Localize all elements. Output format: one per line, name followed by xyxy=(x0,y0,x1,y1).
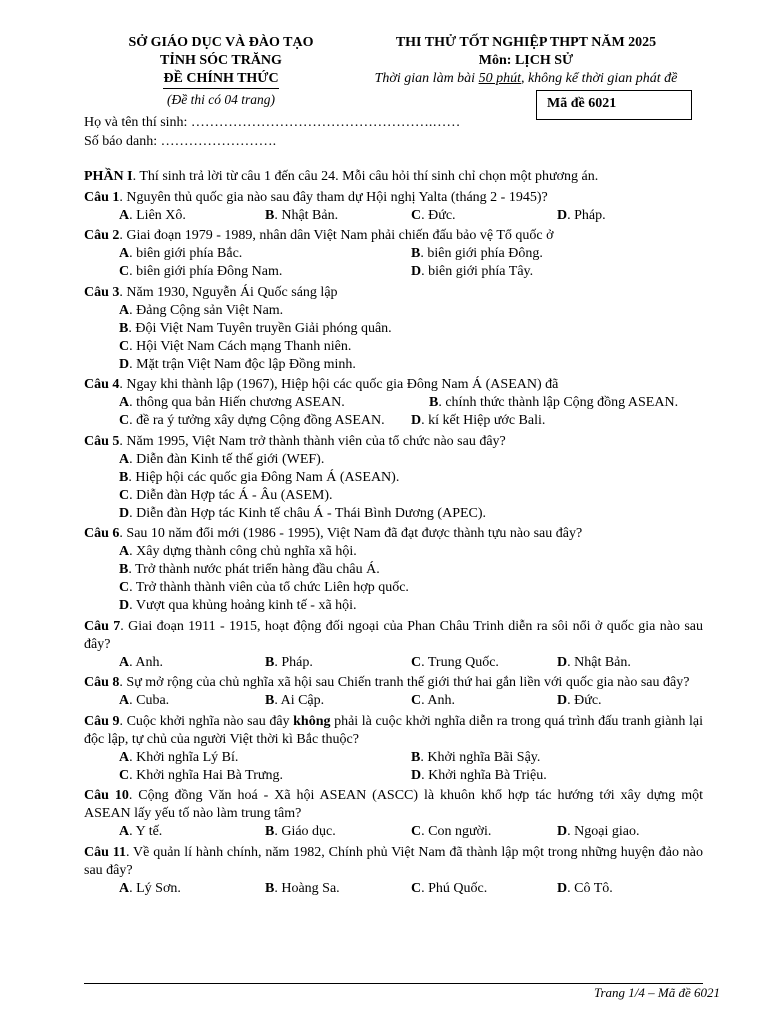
answer-option: D. Nhật Bản. xyxy=(557,654,631,670)
answer-option: B. Hiệp hội các quốc gia Đông Nam Á (ASEAN). xyxy=(119,469,400,485)
subject-label: Môn: LỊCH SỬ xyxy=(478,53,574,68)
answer-option: B. Giáo dục. xyxy=(265,824,336,839)
question-stem: Câu 5. Năm 1995, Việt Nam trở thành thành viên của tổ chức nào sau đây? xyxy=(84,433,506,449)
header-right xyxy=(350,34,702,88)
answer-options xyxy=(84,767,703,785)
answer-option: B. Khởi nghĩa Bãi Sậy. xyxy=(411,749,541,765)
answer-options xyxy=(84,394,703,412)
question-stem: Câu 1. Nguyên thủ quốc gia nào sau đây tham dự Hội nghị Yalta (tháng 2 - 1945)? xyxy=(84,189,548,205)
answer-options xyxy=(84,245,703,263)
answer-option: C. Trở thành thành viên của tổ chức Liên hợp quốc. xyxy=(119,580,409,595)
answer-option: B. biên giới phía Đông. xyxy=(411,246,543,261)
answer-options xyxy=(84,412,703,430)
answer-option: A. Xây dựng thành công chủ nghĩa xã hội. xyxy=(119,544,357,559)
question-stem: Câu 2. Giai đoạn 1979 - 1989, nhân dân Việt Nam phải chiến đấu bảo vệ Tổ quốc ở xyxy=(84,228,554,243)
answer-option: B. Ai Cập. xyxy=(265,693,325,708)
answer-options xyxy=(84,654,703,672)
page-count-note: (Đề thi có 04 trang) xyxy=(167,92,275,107)
question-stem: Câu 7. Giai đoạn 1911 - 1915, hoạt động đối ngoại của Phan Châu Trinh diễn ra sôi nổi ở quốc gia nào sau đây? xyxy=(84,618,703,652)
answer-option: B. Nhật Bản. xyxy=(265,207,339,223)
answer-option: D. Mặt trận Việt Nam độc lập Đồng minh. xyxy=(119,356,356,372)
answer-option: A. Lý Sơn. xyxy=(119,880,181,896)
answer-option: B. Pháp. xyxy=(265,654,313,670)
page-footer: Trang 1/4 – Mã đề 6021 xyxy=(593,985,720,1000)
answer-option: A. biên giới phía Bắc. xyxy=(119,246,243,261)
header-left xyxy=(98,34,344,109)
answer-option: A. Cuba. xyxy=(119,693,170,708)
exam-title: THI THỬ TỐT NGHIỆP THPT NĂM 2025 xyxy=(395,35,657,50)
answer-options xyxy=(84,880,703,898)
question-stem: Câu 10. Cộng đồng Văn hoá - Xã hội ASEAN (ASCC) là khuôn khổ hợp tác hướng tới xây dựng một ASEAN lấy yếu tố nào làm trung tâm? xyxy=(84,788,703,821)
answer-option: C. Khởi nghĩa Hai Bà Trưng. xyxy=(119,767,283,783)
answer-option: D. Khởi nghĩa Bà Triệu. xyxy=(411,767,547,783)
answer-options xyxy=(84,692,703,710)
answer-option: C. Con người. xyxy=(411,824,492,839)
candidate-number-line: Số báo danh: ……………………. xyxy=(84,134,277,149)
candidate-name-line: Họ và tên thí sinh: …………………………………………….…… xyxy=(84,115,461,130)
answer-option: C. đề ra ý tưởng xây dựng Cộng đồng ASEAN. xyxy=(119,413,385,428)
answer-option: B. Trở thành nước phát triển hàng đầu châu Á. xyxy=(119,562,380,577)
answer-option: A. Diễn đàn Kinh tế thế giới (WEF). xyxy=(119,451,325,467)
official-label: ĐỀ CHÍNH THỨC xyxy=(163,70,278,89)
question-stem: Câu 6. Sau 10 năm đổi mới (1986 - 1995), Việt Nam đã đạt được thành tựu nào sau đây? xyxy=(84,526,583,541)
answer-options xyxy=(84,207,703,225)
answer-option: D. kí kết Hiệp ước Bali. xyxy=(411,413,546,428)
question-stem: Câu 8. Sự mở rộng của chủ nghĩa xã hội sau Chiến tranh thế giới thứ hai gắn liền với quốc gia nào sau đây? xyxy=(84,675,690,690)
exam-code-box: Mã đề 6021 xyxy=(536,90,692,120)
answer-option: D. Vượt qua khủng hoảng kinh tế - xã hội. xyxy=(119,598,357,613)
question-stem: Câu 4. Ngay khi thành lập (1967), Hiệp hội các quốc gia Đông Nam Á (ASEAN) đã xyxy=(84,377,559,392)
answer-option: D. Ngoại giao. xyxy=(557,824,640,839)
answer-option: C. biên giới phía Đông Nam. xyxy=(119,264,283,279)
answer-option: D. Đức. xyxy=(557,693,602,708)
answer-options xyxy=(84,263,703,281)
answer-option: A. Khởi nghĩa Lý Bí. xyxy=(119,749,239,765)
answer-option: B. chính thức thành lập Cộng đồng ASEAN. xyxy=(429,395,679,410)
province-name: TỈNH SÓC TRĂNG xyxy=(160,53,282,68)
answer-option: C. Anh. xyxy=(411,693,455,708)
question-stem: Câu 11. Về quản lí hành chính, năm 1982, Chính phủ Việt Nam đã thành lập một trong những huyện đảo nào sau đây? xyxy=(84,844,704,878)
department-name: SỞ GIÁO DỤC VÀ ĐÀO TẠO xyxy=(128,35,314,50)
time-note: Thời gian làm bài 50 phút, không kể thời gian phát đề xyxy=(374,71,678,86)
answer-option: C. Phú Quốc. xyxy=(411,880,488,896)
answer-option: A. Y tế. xyxy=(119,824,163,839)
answer-option: A. Anh. xyxy=(119,654,163,670)
answer-option: D. Diễn đàn Hợp tác Kinh tế châu Á - Thái Bình Dương (APEC). xyxy=(119,505,487,521)
answer-option: C. Đức. xyxy=(411,207,456,223)
answer-option: C. Diễn đàn Hợp tác Á - Âu (ASEM). xyxy=(119,487,333,503)
answer-option: D. biên giới phía Tây. xyxy=(411,264,534,279)
answer-option: D. Pháp. xyxy=(557,207,606,223)
answer-option: C. Hội Việt Nam Cách mạng Thanh niên. xyxy=(119,338,352,354)
question-stem: Câu 3. Năm 1930, Nguyễn Ái Quốc sáng lập xyxy=(84,284,338,300)
answer-options xyxy=(84,749,703,767)
answer-option: A. Liên Xô. xyxy=(119,207,186,223)
answer-option: A. thông qua bản Hiến chương ASEAN. xyxy=(119,395,345,410)
answer-option: B. Hoàng Sa. xyxy=(265,880,340,896)
question-stem: Câu 9. Cuộc khởi nghĩa nào sau đây không phải là cuộc khởi nghĩa diễn ra trong quá trình đấu tranh giành lại độc lập, tự chủ của người Việt thời kì Bắc thuộc? xyxy=(84,713,703,747)
answer-option: B. Đội Việt Nam Tuyên truyền Giải phóng quân. xyxy=(119,320,392,336)
question-body xyxy=(84,168,703,898)
answer-option: A. Đảng Cộng sản Việt Nam. xyxy=(119,302,284,318)
answer-option: C. Trung Quốc. xyxy=(411,654,499,670)
part-heading: PHẦN I. Thí sinh trả lời từ câu 1 đến câu 24. Mỗi câu hỏi thí sinh chỉ chọn một phương án. xyxy=(84,169,599,184)
answer-option: D. Cô Tô. xyxy=(557,880,613,896)
footer-divider xyxy=(84,983,703,984)
answer-options xyxy=(84,823,703,841)
